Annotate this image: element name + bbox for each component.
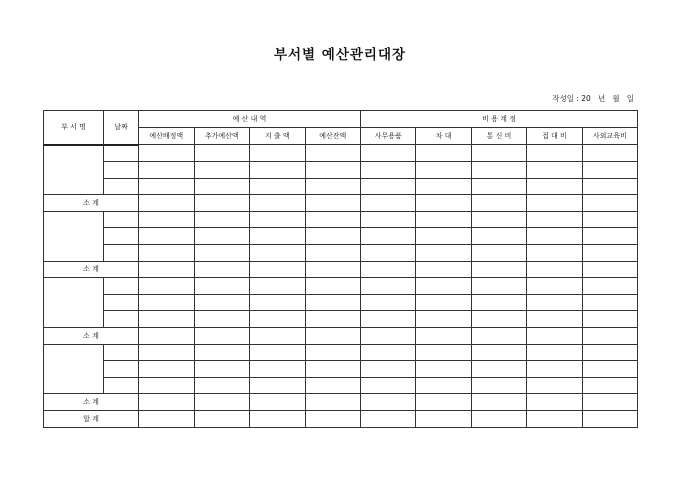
header-budget-group: 예 산 내 역 [139,111,361,128]
subtotal-row [44,394,638,411]
table-row [44,344,638,361]
table-row [44,311,638,328]
table-row [44,211,638,228]
dept-cell[interactable] [44,211,104,261]
header-expense-group: 비 용 계 정 [361,111,638,128]
subtotal-row [44,261,638,278]
total-label: 합 계 [44,411,139,428]
table-row [44,162,638,179]
table-row [44,145,638,162]
subtotal-label: 소 계 [44,328,139,345]
header-budget-allocated: 예산배정액 [139,128,195,145]
header-vehicle: 차 대 [416,128,471,145]
header-external-training: 사외교육비 [582,128,637,145]
table-row [44,377,638,394]
subtotal-label: 소 계 [44,394,139,411]
dept-cell[interactable] [44,278,104,328]
subtotal-row [44,195,638,212]
document-title: 부서별 예산관리대장 [273,47,407,63]
header-entertainment: 접 대 비 [527,128,582,145]
header-budget-additional: 추가예산액 [194,128,250,145]
dept-cell[interactable] [44,145,104,195]
date-line: 작성일 : 20 년 월 일 [552,94,634,103]
header-dept: 부 서 명 [44,111,104,145]
subtotal-label: 소 계 [44,195,139,212]
total-row [44,411,638,428]
header-budget-spent: 지 출 액 [250,128,306,145]
subtotal-label: 소 계 [44,261,139,278]
header-budget-balance: 예산잔액 [305,128,361,145]
table-row [44,228,638,245]
header-communication: 통 신 비 [471,128,526,145]
header-date: 날짜 [104,111,139,145]
table-row [44,361,638,378]
table-row [44,245,638,262]
header-office-supplies: 사무용품 [361,128,416,145]
budget-ledger-table [43,110,638,428]
subtotal-row [44,328,638,345]
dept-cell[interactable] [44,344,104,394]
table-row [44,294,638,311]
table-row [44,278,638,295]
ledger-body [44,145,638,428]
table-row [44,178,638,195]
